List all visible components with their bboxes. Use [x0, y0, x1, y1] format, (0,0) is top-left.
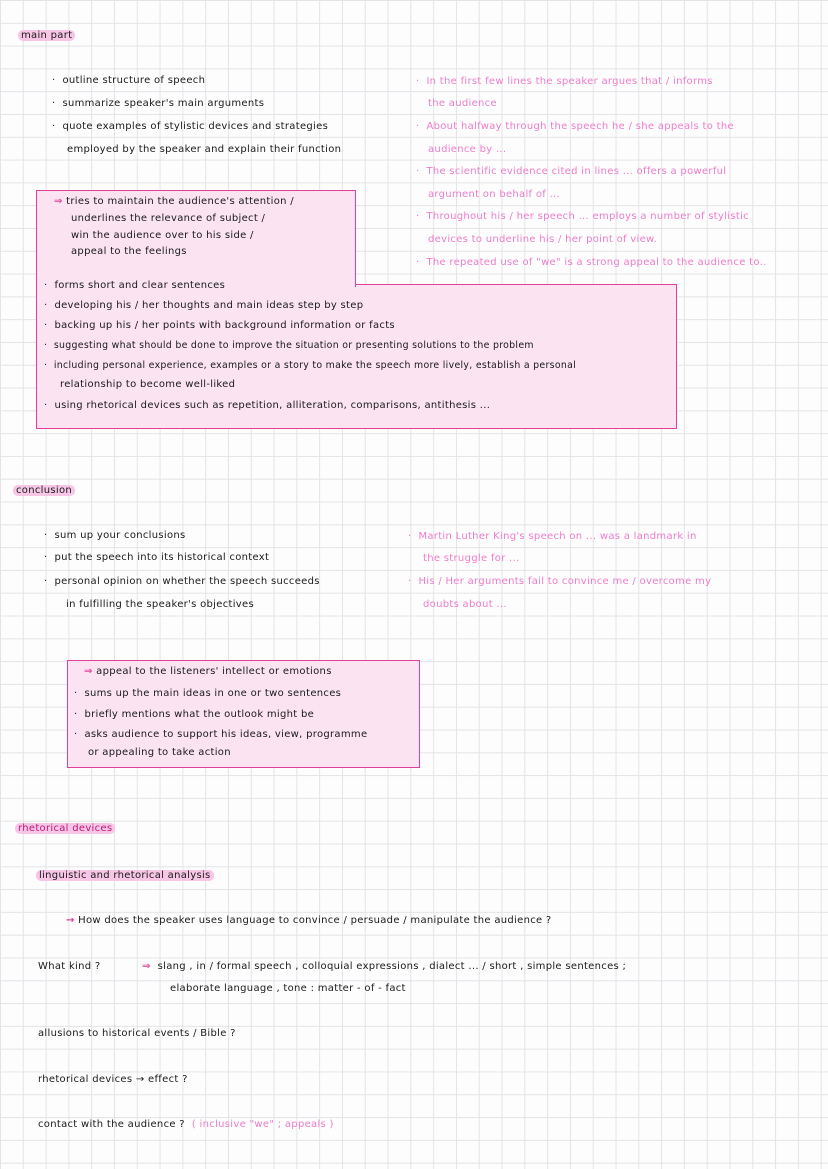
box-item-continued: relationship to become well-liked	[60, 379, 236, 390]
box-item: · suggesting what should be done to improve the situation or presenting solutions to the problem	[44, 340, 534, 351]
box-item: · asks audience to support his ideas, view, programme	[74, 729, 368, 740]
box-item-continued: or appealing to take action	[88, 747, 231, 758]
phrase-item: · Throughout his / her speech ... employs a number of stylistic	[416, 211, 749, 222]
heading-main-part: main part	[18, 30, 75, 41]
task-item: · sum up your conclusions	[44, 530, 186, 541]
what-kind-line: elaborate language , tone : matter - of - fact	[170, 983, 406, 994]
box-intro-line: win the audience over to his side /	[71, 230, 254, 241]
box-intro-line: ⇒ appeal to the listeners' intellect or emotions	[84, 666, 332, 677]
phrase-item: devices to underline his / her point of view.	[428, 234, 658, 245]
task-item: · quote examples of stylistic devices and strategies	[52, 121, 329, 132]
task-item: · outline structure of speech	[52, 75, 206, 86]
phrase-item: · The scientific evidence cited in lines ... offers a powerful	[416, 166, 727, 177]
phrase-item: doubts about ...	[423, 599, 507, 610]
box-item: · including personal experience, examples or a story to make the speech more lively, establish a personal	[44, 360, 577, 371]
task-item-continued: in fulfilling the speaker's objectives	[66, 599, 254, 610]
phrase-item: · Martin Luther King's speech on ... was a landmark in	[408, 531, 697, 542]
phrase-item: audience by ...	[428, 144, 507, 155]
arrow-icon: ⇒	[84, 666, 93, 677]
box-item: · briefly mentions what the outlook might be	[74, 709, 315, 720]
heading-rhetorical-devices: rhetorical devices	[15, 823, 115, 834]
phrase-item: the struggle for ...	[423, 553, 520, 564]
heading-conclusion: conclusion	[13, 485, 75, 496]
what-kind-line: ⇒ slang , in / formal speech , colloquial expressions , dialect ... / short , simple sentences ;	[142, 961, 627, 972]
phrase-item: · The repeated use of "we" is a strong appeal to the audience to..	[416, 257, 767, 268]
box-intro-line: ⇒ tries to maintain the audience's attention /	[54, 196, 294, 207]
arrow-icon: ⇒	[54, 196, 63, 207]
box-item: · using rhetorical devices such as repetition, alliteration, comparisons, antithesis ...	[44, 400, 491, 411]
box-item: · backing up his / her points with background information or facts	[44, 320, 395, 331]
contact-note: ( inclusive "we" ; appeals )	[191, 1119, 334, 1130]
question-line: → How does the speaker uses language to convince / persuade / manipulate the audience ?	[66, 915, 552, 926]
box-item: · sums up the main ideas in one or two sentences	[74, 688, 342, 699]
box-item: · developing his / her thoughts and main ideas step by step	[44, 300, 364, 311]
allusions-line: allusions to historical events / Bible ?	[38, 1028, 236, 1039]
box-intro-line: appeal to the feelings	[71, 246, 187, 257]
phrase-item: · About halfway through the speech he / she appeals to the	[416, 121, 734, 132]
box-intro-line: underlines the relevance of subject /	[71, 213, 266, 224]
phrase-item: argument on behalf of ...	[428, 189, 561, 200]
task-item: · put the speech into its historical context	[44, 552, 270, 563]
task-item-continued: employed by the speaker and explain their function	[67, 144, 342, 155]
phrase-item: · His / Her arguments fail to convince me / overcome my	[408, 576, 712, 587]
phrase-item: the audience	[428, 98, 497, 109]
phrase-item: · In the first few lines the speaker argues that / informs	[416, 76, 713, 87]
what-kind-label: What kind ?	[38, 961, 101, 972]
arrow-icon: ⇒	[142, 961, 151, 972]
box-item: · forms short and clear sentences	[44, 280, 226, 291]
task-item: · personal opinion on whether the speech succeeds	[44, 576, 320, 587]
subheading-analysis: linguistic and rhetorical analysis	[36, 870, 214, 881]
contact-line: contact with the audience ? ( inclusive "we" ; appeals )	[38, 1119, 334, 1130]
task-item: · summarize speaker's main arguments	[52, 98, 265, 109]
arrow-icon: →	[66, 915, 75, 926]
devices-effect-line: rhetorical devices → effect ?	[38, 1074, 188, 1085]
